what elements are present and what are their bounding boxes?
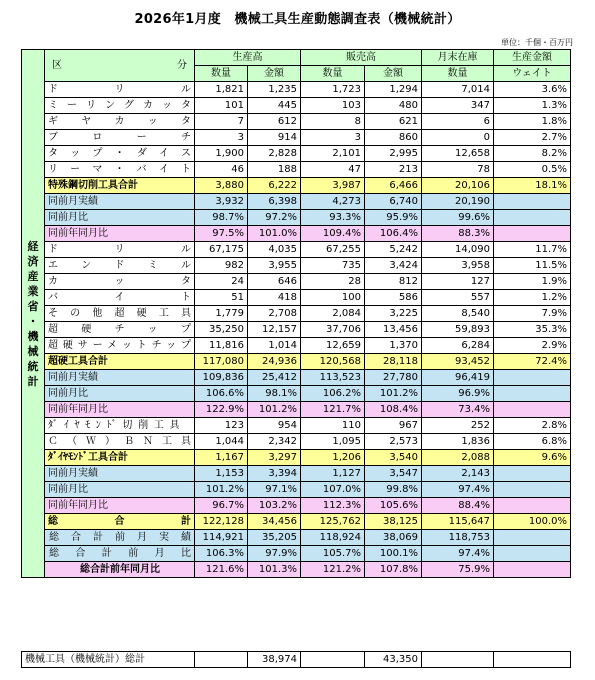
row-label: リーマ・バイト bbox=[45, 162, 195, 178]
sales-qty-cell: 37,706 bbox=[301, 322, 365, 338]
production-qty-cell: 1,153 bbox=[195, 466, 248, 482]
table-row bbox=[22, 354, 571, 370]
table-row bbox=[22, 546, 571, 562]
sales-amount-cell: 5,242 bbox=[365, 242, 422, 258]
table-row bbox=[22, 130, 571, 146]
production-amount-cell: 97.2% bbox=[248, 210, 301, 226]
production-qty-cell: 46 bbox=[195, 162, 248, 178]
footer-cell bbox=[494, 652, 571, 668]
table-row bbox=[22, 514, 571, 530]
sales-qty-cell: 125,762 bbox=[301, 514, 365, 530]
row-label: ギヤカッタ bbox=[45, 114, 195, 130]
row-label: 総合計前月比 bbox=[45, 546, 195, 562]
sales-amount-cell: 28,118 bbox=[365, 354, 422, 370]
sales-amount-cell: 3,540 bbox=[365, 450, 422, 466]
production-qty-cell: 101 bbox=[195, 98, 248, 114]
table-row bbox=[22, 450, 571, 466]
row-label: その他超硬工具 bbox=[45, 306, 195, 322]
weight-cell bbox=[494, 226, 571, 242]
inventory-qty-header: 数量 bbox=[422, 66, 494, 82]
weight-cell bbox=[494, 210, 571, 226]
production-amount-cell: 12,157 bbox=[248, 322, 301, 338]
weight-cell bbox=[494, 482, 571, 498]
row-label: ミーリングカッタ bbox=[45, 98, 195, 114]
production-amount-cell: 6,222 bbox=[248, 178, 301, 194]
sales-amount-cell: 812 bbox=[365, 274, 422, 290]
weight-cell bbox=[494, 402, 571, 418]
sales-qty-cell: 47 bbox=[301, 162, 365, 178]
sales-amount-header: 金額 bbox=[365, 66, 422, 82]
sales-amount-cell: 106.4% bbox=[365, 226, 422, 242]
weight-cell: 35.3% bbox=[494, 322, 571, 338]
row-label: エンドミル bbox=[45, 258, 195, 274]
production-amount-cell: 25,412 bbox=[248, 370, 301, 386]
inventory-qty-cell: 118,753 bbox=[422, 530, 494, 546]
inventory-qty-cell: 73.4% bbox=[422, 402, 494, 418]
unit-note: 単位：千個・百万円 bbox=[501, 38, 573, 47]
inventory-qty-cell: 115,647 bbox=[422, 514, 494, 530]
sales-amount-cell: 621 bbox=[365, 114, 422, 130]
production-amount-cell: 97.9% bbox=[248, 546, 301, 562]
weight-cell: 11.7% bbox=[494, 242, 571, 258]
sales-amount-cell: 38,069 bbox=[365, 530, 422, 546]
sales-amount-cell: 27,780 bbox=[365, 370, 422, 386]
row-label: 超硬チップ bbox=[45, 322, 195, 338]
sales-amount-cell: 38,125 bbox=[365, 514, 422, 530]
sales-amount-cell: 3,225 bbox=[365, 306, 422, 322]
production-qty-cell: 106.6% bbox=[195, 386, 248, 402]
weight-cell: 100.0% bbox=[494, 514, 571, 530]
production-qty-cell: 96.7% bbox=[195, 498, 248, 514]
table-row bbox=[22, 146, 571, 162]
table-row bbox=[22, 322, 571, 338]
sales-qty-cell: 1,206 bbox=[301, 450, 365, 466]
production-amount-cell: 101.3% bbox=[248, 562, 301, 578]
side-label bbox=[22, 50, 45, 578]
table-row bbox=[22, 562, 571, 578]
row-label: ﾀﾞｲﾔﾓﾝﾄﾞ切削工具 bbox=[45, 418, 195, 434]
production-header: 生産高 bbox=[195, 50, 301, 66]
table-row bbox=[22, 498, 571, 514]
weight-cell: 6.8% bbox=[494, 434, 571, 450]
production-qty-cell: 1,167 bbox=[195, 450, 248, 466]
inventory-qty-cell: 6 bbox=[422, 114, 494, 130]
inventory-qty-cell: 347 bbox=[422, 98, 494, 114]
table-row bbox=[22, 530, 571, 546]
inventory-qty-cell: 93,452 bbox=[422, 354, 494, 370]
sales-amount-cell: 2,573 bbox=[365, 434, 422, 450]
weight-cell: 3.6% bbox=[494, 82, 571, 98]
inventory-qty-cell: 557 bbox=[422, 290, 494, 306]
table-row bbox=[22, 290, 571, 306]
production-qty-header: 数量 bbox=[195, 66, 248, 82]
sales-qty-cell: 120,568 bbox=[301, 354, 365, 370]
inventory-qty-cell: 96.9% bbox=[422, 386, 494, 402]
table-row bbox=[22, 98, 571, 114]
inventory-qty-cell: 1,836 bbox=[422, 434, 494, 450]
weight-cell bbox=[494, 194, 571, 210]
sales-qty-cell: 121.7% bbox=[301, 402, 365, 418]
inventory-qty-cell: 12,658 bbox=[422, 146, 494, 162]
table-row bbox=[22, 242, 571, 258]
inventory-qty-cell: 14,090 bbox=[422, 242, 494, 258]
weight-cell: 1.3% bbox=[494, 98, 571, 114]
inventory-qty-cell: 20,190 bbox=[422, 194, 494, 210]
sales-header: 販売高 bbox=[301, 50, 422, 66]
inventory-qty-cell: 99.6% bbox=[422, 210, 494, 226]
weight-cell: 2.9% bbox=[494, 338, 571, 354]
production-qty-cell: 117,080 bbox=[195, 354, 248, 370]
weight-cell: 2.8% bbox=[494, 418, 571, 434]
sales-qty-cell: 113,523 bbox=[301, 370, 365, 386]
row-label: ブローチ bbox=[45, 130, 195, 146]
production-qty-cell: 97.5% bbox=[195, 226, 248, 242]
inventory-qty-cell: 8,540 bbox=[422, 306, 494, 322]
row-label: バイト bbox=[45, 290, 195, 306]
kubun-header: 区 分 bbox=[45, 50, 195, 82]
sales-amount-cell: 99.8% bbox=[365, 482, 422, 498]
production-amount-cell: 2,708 bbox=[248, 306, 301, 322]
inventory-qty-cell: 7,014 bbox=[422, 82, 494, 98]
production-amount-cell: 3,297 bbox=[248, 450, 301, 466]
production-qty-cell: 98.7% bbox=[195, 210, 248, 226]
inventory-qty-cell: 20,106 bbox=[422, 178, 494, 194]
weight-cell bbox=[494, 562, 571, 578]
table-row bbox=[22, 162, 571, 178]
sales-qty-cell: 28 bbox=[301, 274, 365, 290]
production-amount-header: 金額 bbox=[248, 66, 301, 82]
weight-cell: 2.7% bbox=[494, 130, 571, 146]
sales-qty-cell: 93.3% bbox=[301, 210, 365, 226]
table-row bbox=[22, 258, 571, 274]
production-qty-cell: 7 bbox=[195, 114, 248, 130]
production-amount-cell: 6,398 bbox=[248, 194, 301, 210]
sales-amount-cell: 480 bbox=[365, 98, 422, 114]
sales-amount-cell: 586 bbox=[365, 290, 422, 306]
sales-qty-cell: 106.2% bbox=[301, 386, 365, 402]
inventory-qty-cell: 252 bbox=[422, 418, 494, 434]
sales-amount-cell: 860 bbox=[365, 130, 422, 146]
sales-amount-cell: 108.4% bbox=[365, 402, 422, 418]
inventory-qty-cell: 88.4% bbox=[422, 498, 494, 514]
production-amount-cell: 3,394 bbox=[248, 466, 301, 482]
table-row bbox=[22, 386, 571, 402]
production-amount-cell: 954 bbox=[248, 418, 301, 434]
production-amount-cell: 97.1% bbox=[248, 482, 301, 498]
production-amount-cell: 1,014 bbox=[248, 338, 301, 354]
weight-cell: 7.9% bbox=[494, 306, 571, 322]
inventory-qty-cell: 97.4% bbox=[422, 546, 494, 562]
weight-header: ウェイト bbox=[494, 66, 571, 82]
inventory-qty-cell: 75.9% bbox=[422, 562, 494, 578]
production-qty-cell: 109,836 bbox=[195, 370, 248, 386]
sales-amount-cell: 1,370 bbox=[365, 338, 422, 354]
production-qty-cell: 101.2% bbox=[195, 482, 248, 498]
production-amount-cell: 34,456 bbox=[248, 514, 301, 530]
production-qty-cell: 114,921 bbox=[195, 530, 248, 546]
production-amount-cell: 914 bbox=[248, 130, 301, 146]
production-qty-cell: 24 bbox=[195, 274, 248, 290]
weight-cell bbox=[494, 466, 571, 482]
inventory-header: 月末在庫 bbox=[422, 50, 494, 66]
production-qty-cell: 51 bbox=[195, 290, 248, 306]
row-label: 同前月比 bbox=[45, 386, 195, 402]
table-row bbox=[22, 482, 571, 498]
row-label: タップ・ダイス bbox=[45, 146, 195, 162]
production-amount-cell: 2,828 bbox=[248, 146, 301, 162]
sales-qty-cell: 8 bbox=[301, 114, 365, 130]
inventory-qty-cell: 59,893 bbox=[422, 322, 494, 338]
sales-qty-cell: 103 bbox=[301, 98, 365, 114]
inventory-qty-cell: 6,284 bbox=[422, 338, 494, 354]
row-label: ドリル bbox=[45, 82, 195, 98]
sales-qty-cell: 3,987 bbox=[301, 178, 365, 194]
sales-amount-cell: 107.8% bbox=[365, 562, 422, 578]
sales-qty-cell: 107.0% bbox=[301, 482, 365, 498]
weight-group-header: 生産金額 bbox=[494, 50, 571, 66]
sales-amount-cell: 105.6% bbox=[365, 498, 422, 514]
production-amount-cell: 24,936 bbox=[248, 354, 301, 370]
sales-amount-cell: 3,424 bbox=[365, 258, 422, 274]
table-row bbox=[22, 434, 571, 450]
footer-table bbox=[21, 651, 571, 668]
table-row bbox=[22, 274, 571, 290]
sales-qty-cell: 3 bbox=[301, 130, 365, 146]
sales-amount-cell: 100.1% bbox=[365, 546, 422, 562]
sales-amount-cell: 6,466 bbox=[365, 178, 422, 194]
sales-amount-cell: 95.9% bbox=[365, 210, 422, 226]
sales-qty-cell: 105.7% bbox=[301, 546, 365, 562]
row-label: Ｃ（Ｗ）ＢＮ工具 bbox=[45, 434, 195, 450]
weight-cell: 1.8% bbox=[494, 114, 571, 130]
inventory-qty-cell: 2,143 bbox=[422, 466, 494, 482]
footer-sales-amount: 43,350 bbox=[365, 652, 422, 668]
row-label: 同前月比 bbox=[45, 210, 195, 226]
production-amount-cell: 35,205 bbox=[248, 530, 301, 546]
row-label: カッタ bbox=[45, 274, 195, 290]
table-row bbox=[22, 210, 571, 226]
sales-qty-cell: 1,127 bbox=[301, 466, 365, 482]
production-qty-cell: 106.3% bbox=[195, 546, 248, 562]
sales-qty-cell: 109.4% bbox=[301, 226, 365, 242]
row-label: 同前年同月比 bbox=[45, 226, 195, 242]
production-qty-cell: 1,779 bbox=[195, 306, 248, 322]
inventory-qty-cell: 96,419 bbox=[422, 370, 494, 386]
production-amount-cell: 101.0% bbox=[248, 226, 301, 242]
sales-amount-cell: 967 bbox=[365, 418, 422, 434]
inventory-qty-cell: 97.4% bbox=[422, 482, 494, 498]
row-label: 同前月実績 bbox=[45, 194, 195, 210]
row-label: 総合計 bbox=[45, 514, 195, 530]
sales-qty-cell: 67,255 bbox=[301, 242, 365, 258]
production-amount-cell: 646 bbox=[248, 274, 301, 290]
footer-production-amount: 38,974 bbox=[248, 652, 301, 668]
weight-cell: 1.2% bbox=[494, 290, 571, 306]
footer-cell bbox=[301, 652, 365, 668]
production-amount-cell: 2,342 bbox=[248, 434, 301, 450]
table-row bbox=[22, 226, 571, 242]
production-qty-cell: 1,821 bbox=[195, 82, 248, 98]
sales-qty-cell: 112.3% bbox=[301, 498, 365, 514]
production-qty-cell: 1,044 bbox=[195, 434, 248, 450]
sales-qty-cell: 4,273 bbox=[301, 194, 365, 210]
production-qty-cell: 982 bbox=[195, 258, 248, 274]
production-amount-cell: 98.1% bbox=[248, 386, 301, 402]
sales-qty-cell: 1,723 bbox=[301, 82, 365, 98]
weight-cell: 11.5% bbox=[494, 258, 571, 274]
inventory-qty-cell: 0 bbox=[422, 130, 494, 146]
weight-cell: 72.4% bbox=[494, 354, 571, 370]
production-qty-cell: 122,128 bbox=[195, 514, 248, 530]
weight-cell bbox=[494, 546, 571, 562]
table-row bbox=[22, 338, 571, 354]
inventory-qty-cell: 2,088 bbox=[422, 450, 494, 466]
sales-qty-cell: 12,659 bbox=[301, 338, 365, 354]
production-amount-cell: 188 bbox=[248, 162, 301, 178]
table-row bbox=[22, 178, 571, 194]
row-label: 総合計前年同月比 bbox=[45, 562, 195, 578]
row-label: ﾀﾞｲﾔﾓﾝﾄﾞ工具合計 bbox=[45, 450, 195, 466]
table-row bbox=[22, 114, 571, 130]
sales-qty-cell: 735 bbox=[301, 258, 365, 274]
table-row bbox=[22, 466, 571, 482]
sales-qty-cell: 100 bbox=[301, 290, 365, 306]
production-amount-cell: 612 bbox=[248, 114, 301, 130]
sales-qty-cell: 118,924 bbox=[301, 530, 365, 546]
sales-amount-cell: 101.2% bbox=[365, 386, 422, 402]
production-qty-cell: 35,250 bbox=[195, 322, 248, 338]
production-qty-cell: 67,175 bbox=[195, 242, 248, 258]
sales-amount-cell: 13,456 bbox=[365, 322, 422, 338]
table-row bbox=[22, 82, 571, 98]
row-label: 特殊鋼切削工具合計 bbox=[45, 178, 195, 194]
row-label: 超硬工具合計 bbox=[45, 354, 195, 370]
footer-cell bbox=[195, 652, 248, 668]
weight-cell: 18.1% bbox=[494, 178, 571, 194]
row-label: 同前年同月比 bbox=[45, 498, 195, 514]
production-qty-cell: 3 bbox=[195, 130, 248, 146]
inventory-qty-cell: 78 bbox=[422, 162, 494, 178]
row-label: 同前月比 bbox=[45, 482, 195, 498]
row-label: 同前月実績 bbox=[45, 370, 195, 386]
table-row bbox=[22, 370, 571, 386]
row-label: 総合計前月実績 bbox=[45, 530, 195, 546]
sales-amount-cell: 3,547 bbox=[365, 466, 422, 482]
inventory-qty-cell: 3,958 bbox=[422, 258, 494, 274]
sales-qty-cell: 1,095 bbox=[301, 434, 365, 450]
production-qty-cell: 3,932 bbox=[195, 194, 248, 210]
page-title: 2026年1月度 機械工具生産動態調査表（機械統計） bbox=[134, 12, 461, 27]
weight-cell bbox=[494, 370, 571, 386]
sales-amount-cell: 213 bbox=[365, 162, 422, 178]
table-row bbox=[22, 418, 571, 434]
footer-cell bbox=[422, 652, 494, 668]
weight-cell bbox=[494, 386, 571, 402]
weight-cell: 1.9% bbox=[494, 274, 571, 290]
weight-cell: 9.6% bbox=[494, 450, 571, 466]
row-label: ドリル bbox=[45, 242, 195, 258]
sales-qty-cell: 2,084 bbox=[301, 306, 365, 322]
row-label: 同前月実績 bbox=[45, 466, 195, 482]
production-qty-cell: 3,880 bbox=[195, 178, 248, 194]
production-amount-cell: 101.2% bbox=[248, 402, 301, 418]
header-row-1 bbox=[22, 50, 571, 66]
production-amount-cell: 418 bbox=[248, 290, 301, 306]
statistics-table bbox=[21, 49, 571, 578]
footer-label: 機械工具（機械統計）総計 bbox=[22, 652, 195, 668]
weight-cell: 0.5% bbox=[494, 162, 571, 178]
production-amount-cell: 3,955 bbox=[248, 258, 301, 274]
production-amount-cell: 4,035 bbox=[248, 242, 301, 258]
table-row bbox=[22, 306, 571, 322]
inventory-qty-cell: 88.3% bbox=[422, 226, 494, 242]
production-qty-cell: 11,816 bbox=[195, 338, 248, 354]
production-qty-cell: 123 bbox=[195, 418, 248, 434]
sales-amount-cell: 1,294 bbox=[365, 82, 422, 98]
weight-cell: 8.2% bbox=[494, 146, 571, 162]
weight-cell bbox=[494, 498, 571, 514]
sales-qty-header: 数量 bbox=[301, 66, 365, 82]
production-qty-cell: 1,900 bbox=[195, 146, 248, 162]
sales-qty-cell: 2,101 bbox=[301, 146, 365, 162]
row-label: 同前年同月比 bbox=[45, 402, 195, 418]
row-label: 超硬サーメットチップ bbox=[45, 338, 195, 354]
table-row bbox=[22, 402, 571, 418]
production-amount-cell: 445 bbox=[248, 98, 301, 114]
sales-qty-cell: 110 bbox=[301, 418, 365, 434]
production-qty-cell: 121.6% bbox=[195, 562, 248, 578]
table-row bbox=[22, 194, 571, 210]
sales-amount-cell: 6,740 bbox=[365, 194, 422, 210]
footer-row bbox=[22, 652, 571, 668]
inventory-qty-cell: 127 bbox=[422, 274, 494, 290]
production-amount-cell: 103.2% bbox=[248, 498, 301, 514]
side-label-text: 経 済 産 業 省 ・ 機 械 統 計 bbox=[27, 239, 39, 388]
sales-qty-cell: 121.2% bbox=[301, 562, 365, 578]
weight-cell bbox=[494, 530, 571, 546]
production-qty-cell: 122.9% bbox=[195, 402, 248, 418]
production-amount-cell: 1,235 bbox=[248, 82, 301, 98]
sales-amount-cell: 2,995 bbox=[365, 146, 422, 162]
